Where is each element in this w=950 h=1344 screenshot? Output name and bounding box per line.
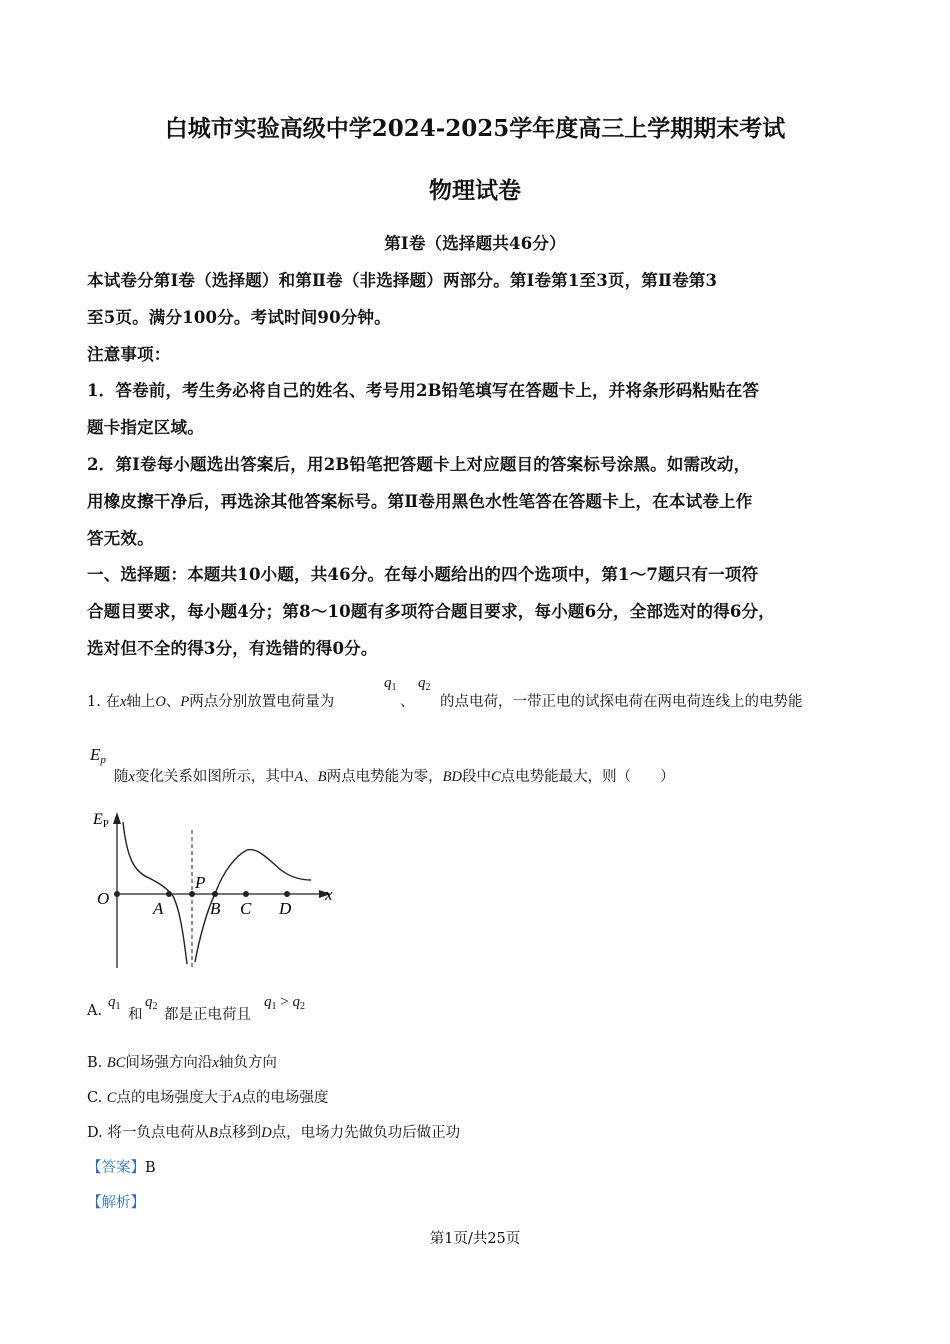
option-d[interactable] — [87, 1121, 460, 1142]
text: 将一负点电荷从 — [107, 1125, 209, 1141]
point-C: C — [491, 769, 501, 785]
point-O: O — [155, 694, 166, 710]
section-header: 第Ⅰ卷（选择题共46分） — [384, 234, 566, 253]
point-p-label: P — [195, 873, 206, 892]
subscript: p — [100, 754, 106, 766]
text: 、 — [303, 769, 318, 785]
text: 变化关系如图所示，其中 — [134, 769, 295, 785]
symbol: q — [145, 994, 153, 1010]
y-axis-label — [92, 811, 109, 830]
segment-bc: BC — [106, 1055, 126, 1071]
option-a-text: 都是正电荷且 — [164, 1007, 251, 1023]
point-a: A — [232, 1090, 242, 1106]
y-label-sub: P — [102, 818, 109, 830]
note-line: 用橡皮擦干净后，再选涂其他答案标号。第Ⅱ卷用黑色水性笔答在答题卡上，在本试卷上作 — [87, 492, 753, 511]
page-footer: 第1页/共25页 — [429, 1231, 521, 1247]
text: 点，电场力先做负功后做正功 — [271, 1125, 461, 1141]
note-line: 2．第Ⅰ卷每小题选出答案后，用2B铅笔把答题卡上对应题目的答案标号涂黑。如需改动， — [87, 455, 751, 474]
point-d: D — [261, 1125, 272, 1141]
text: 点的电场强度大于 — [116, 1090, 233, 1106]
y-label-main: E — [93, 811, 103, 828]
symbol: q — [384, 675, 392, 691]
point-a-dot — [166, 891, 172, 897]
analysis-label: 【解析】 — [87, 1195, 145, 1211]
subscript: 1 — [271, 1001, 277, 1012]
note-line: 题卡指定区域。 — [87, 418, 204, 437]
text: 轴上 — [126, 694, 156, 710]
subscript: 2 — [299, 1001, 305, 1012]
part1-line: 一、选择题：本题共10小题，共46分。在每小题给出的四个选项中，第1～7题只有一项符 — [87, 565, 759, 584]
note-line: 答无效。 — [87, 529, 154, 548]
option-b[interactable] — [87, 1051, 277, 1072]
symbol: q — [108, 994, 116, 1010]
curve-left — [123, 822, 187, 964]
question-1-line-1-cont: 的点电荷，一带正电的试探电荷在两电荷连线上的电势能 — [440, 694, 803, 710]
text: 点电势能最大，则（ ） — [500, 769, 675, 785]
point-b-dot — [212, 891, 218, 897]
y-axis-arrow — [113, 812, 121, 824]
notes-header: 注意事项： — [87, 345, 171, 364]
option-prefix: B. — [87, 1055, 103, 1071]
text: 、 — [165, 694, 181, 710]
text: 两点电势能为零， — [326, 769, 443, 785]
symbol: q — [418, 675, 426, 691]
text: 在 — [105, 694, 120, 710]
subscript: 1 — [391, 682, 397, 693]
point-c: C — [106, 1090, 117, 1106]
answer-label: 【答案】 — [87, 1160, 145, 1176]
option-a-and: 和 — [128, 1007, 143, 1023]
var-x: x — [119, 694, 127, 710]
point-P: P — [180, 694, 190, 710]
var-x: x — [212, 1055, 219, 1071]
charge-q2 — [418, 675, 431, 693]
origin-label: O — [97, 889, 110, 908]
point-A: A — [294, 769, 304, 785]
part1-line: 合题目要求，每小题4分；第8～10题有多项符合题目要求，每小题6分，全部选对的得6分， — [87, 602, 775, 621]
point-a-label: A — [153, 899, 164, 918]
point-b: B — [208, 1125, 218, 1141]
subscript: 2 — [425, 682, 431, 693]
point-B: B — [317, 769, 327, 785]
text: 轴负方向 — [218, 1055, 277, 1071]
option-a-inequality — [264, 994, 305, 1012]
option-prefix: D. — [87, 1125, 103, 1141]
question-1-line-2 — [114, 765, 675, 786]
origin-dot — [114, 891, 120, 897]
option-a-q2 — [145, 994, 158, 1012]
ep-x-graph — [85, 800, 355, 980]
point-d-label: D — [279, 899, 292, 918]
answer-value: B — [145, 1160, 156, 1176]
symbol: q — [264, 994, 272, 1010]
part1-line: 选对但不全的得3分，有选错的得0分。 — [87, 639, 378, 658]
var-x: x — [128, 769, 135, 785]
option-prefix: C. — [87, 1090, 103, 1106]
text: 点移到 — [217, 1125, 262, 1141]
symbol: q — [292, 994, 300, 1010]
exam-subject: 物理试卷 — [429, 177, 521, 204]
question-number: 1. — [87, 694, 101, 710]
text: 段中 — [462, 769, 491, 785]
subscript: 2 — [152, 1001, 158, 1012]
charge-q1 — [384, 675, 397, 693]
point-c-dot — [243, 891, 249, 897]
text: 间场强方向沿 — [125, 1055, 213, 1071]
subscript: 1 — [115, 1001, 121, 1012]
text: 随 — [114, 769, 129, 785]
option-a-prefix[interactable]: A. — [87, 1003, 103, 1019]
ep-symbol — [90, 745, 106, 766]
separator: 、 — [400, 694, 415, 710]
point-c-label: C — [240, 899, 252, 918]
exam-title: 白城市实验高级中学2024-2025学年度高三上学期期末考试 — [164, 115, 786, 142]
segment-BD: BD — [442, 769, 462, 785]
question-1-line-1 — [87, 690, 334, 711]
option-a-q1 — [108, 994, 121, 1012]
text: 点的电场强度 — [241, 1090, 329, 1106]
intro-line: 本试卷分第Ⅰ卷（选择题）和第Ⅱ卷（非选择题）两部分。第Ⅰ卷第1至3页，第Ⅱ卷第3 — [87, 271, 718, 290]
intro-line: 至5页。满分100分。考试时间90分钟。 — [87, 308, 391, 327]
point-d-dot — [284, 891, 290, 897]
point-b-label: B — [210, 899, 221, 918]
option-c[interactable] — [87, 1086, 328, 1107]
symbol: E — [90, 745, 101, 764]
x-axis-label: x — [325, 885, 333, 904]
text: 两点分别放置电荷量为 — [189, 694, 335, 710]
gt-sign: > — [280, 994, 289, 1010]
answer-row — [87, 1156, 156, 1177]
note-line: 1．答卷前，考生务必将自己的姓名、考号用2B铅笔填写在答题卡上，并将条形码粘贴在答 — [87, 381, 760, 400]
